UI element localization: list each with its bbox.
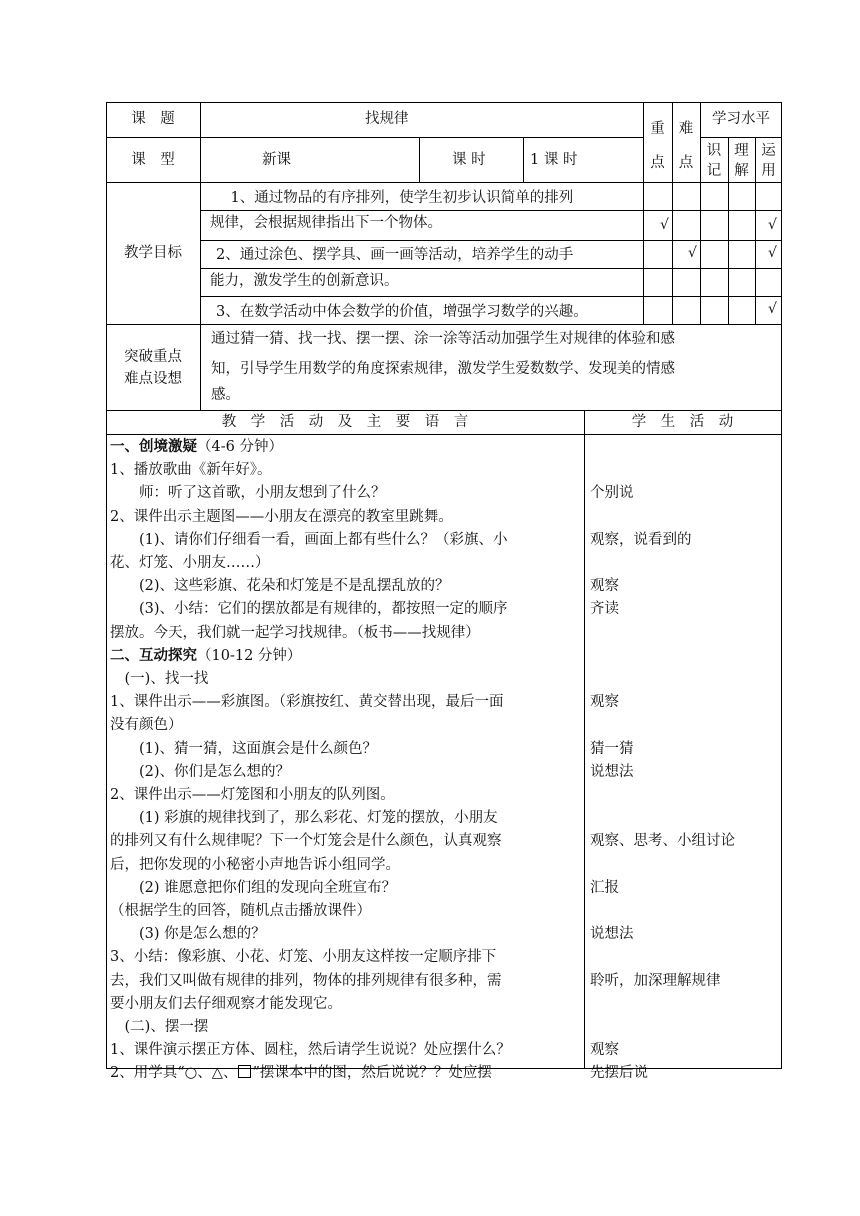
focus-text-block [201,324,781,410]
focus-line-2: 知，引导学生用数学的角度探索规律，激发学生爱数数学、发现美的情感 [211,361,675,377]
row-divider [200,296,782,297]
student-activity: 个别说 [590,485,634,502]
period-value: 1 课 时 [530,152,578,168]
check-mark: √ [768,245,777,261]
col-divider [419,137,420,182]
activity-line [110,1016,208,1038]
activity-line [110,946,496,968]
activity-line [110,691,503,713]
level-understand-bottom: 解 [734,163,749,179]
activity-text: 2、用学具“○、△、 [110,1065,238,1082]
activity-text: 1、课件出示——彩旗图。（彩旗按红、黄交替出现，最后一面 [110,694,504,711]
key-point-bottom: 点 [650,155,665,171]
activity-text: 3、小结：像彩旗、小花、灯笼、小朋友这样按一定顺序排下 [110,949,497,966]
activity-line [110,506,453,528]
activity-line [110,668,208,690]
objective-1-line1: 1、通过物品的有序排列，使学生初步认识简单的排列 [216,190,574,206]
type-label: 课 型 [131,152,175,168]
table-top-border [106,102,782,103]
activity-text: ”摆课本中的图，然后说说？？处应摆 [252,1065,492,1082]
row-divider [200,268,782,269]
level-know-bottom: 记 [706,163,722,179]
student-activity: 猜一猜 [590,740,634,757]
col-divider [523,137,524,182]
section-title: 二、互动探究 [110,646,197,664]
learning-level-header: 学习水平 [712,111,770,127]
activity-line [110,900,371,922]
activity-line [110,854,400,876]
student-activity: 说想法 [590,763,634,780]
activity-line [110,598,508,620]
teaching-activities-header: 教 学 活 动 及 主 要 语 言 [221,414,469,430]
student-activity: 聆听，加深理解规律 [590,972,721,989]
activity-text: 2、课件出示主题图——小朋友在漂亮的教室里跳舞。 [110,508,453,525]
activity-line [110,459,271,481]
period-label: 课 时 [452,152,486,168]
activity-text: (1)、请你们仔细看一看，画面上都有些什么？（彩旗、小 [110,531,508,548]
activity-text: 后，把你发现的小秘密小声地告诉小组同学。 [110,856,400,873]
student-activity: 说想法 [590,926,634,943]
check-mark: √ [768,217,777,233]
focus-label-line1: 突破重点 [124,349,182,365]
activity-text: (2)、这些彩旗、花朵和灯笼是不是乱摆乱放的？ [110,578,450,595]
activity-text: 要小朋友们去仔细观察才能发现它。 [110,995,342,1012]
activity-line [110,923,266,945]
activity-text: 没有颜色） [110,717,183,734]
activity-line [110,482,386,504]
activity-text: 2、课件出示——灯笼图和小朋友的队列图。 [110,787,395,803]
level-apply-top: 运 [761,143,776,159]
section-title: 一、创境激疑 [110,438,197,455]
activity-text: (一)、找一找 [110,671,209,687]
activity-line [110,761,290,783]
objectives-label: 教学目标 [124,245,182,261]
activity-line [110,1039,511,1061]
row-divider [106,182,782,183]
activity-text: 1、播放歌曲《新年好》。 [110,462,272,479]
student-activity: 汇报 [590,879,619,896]
student-activity: 观察 [590,694,619,711]
student-activity: 观察、思考、小组讨论 [590,833,735,850]
square-shape-icon [238,1065,251,1078]
activity-line [110,784,395,806]
activity-line [110,877,396,899]
activity-line [110,830,502,852]
check-mark: √ [688,245,697,261]
activity-line [110,575,450,597]
activity-line [110,552,270,574]
activity-text: (1) 彩旗的规律找到了，那么彩花、灯笼的摆放，小朋友 [110,810,498,827]
activity-line [110,622,480,644]
difficulty-bottom: 点 [678,155,694,171]
activity-text: （根据学生的回答，随机点击播放课件） [110,903,371,919]
activity-text: (3) 你是怎么想的？ [110,926,266,943]
table-right-border [781,102,782,1068]
section-heading [110,645,301,667]
activity-text: 1、课件演示摆正方体、圆柱，然后请学生说说？处应摆什么？ [110,1042,511,1059]
activity-line [110,993,342,1015]
activity-text: 去，我们又叫做有规律的排列，物体的排列规律有很多种，需 [110,972,502,989]
activity-line [110,1062,492,1084]
difficulty-top: 难 [678,121,694,137]
row-divider [106,137,643,138]
row-divider [700,137,782,138]
activity-text: 的排列又有什么规律呢？下一个灯笼会是什么颜色，认真观察 [110,833,502,850]
activity-text: 花、灯笼、小朋友……） [110,555,270,571]
activity-text: (3)、小结：它们的摆放都是有规律的，都按照一定的顺序 [110,601,508,618]
row-divider [200,210,782,211]
student-activity: 观察 [590,1042,619,1059]
objective-3-line1: 3、在数学活动中体会数学的价值，增强学习数学的兴趣。 [216,304,588,320]
topic-label: 课 题 [131,111,175,127]
student-activities-header: 学 生 活 动 [631,414,734,430]
check-mark: √ [768,301,777,317]
activity-line [110,970,502,992]
objective-2-line1: 2、通过涂色、摆学具、画一画等活动，培养学生的动手 [216,247,574,263]
topic-value: 找规律 [365,111,409,127]
col-divider [584,410,585,1068]
section-heading [110,436,283,458]
activity-text: (2) 谁愿意把你们组的发现向全班宣布？ [110,879,397,896]
activity-line [110,738,377,760]
student-activity: 齐读 [590,601,619,618]
row-divider [200,240,782,241]
section-duration: （10-12 分钟） [197,647,302,664]
activity-text: (2)、你们是怎么想的？ [110,763,291,780]
level-apply-bottom: 用 [761,163,776,179]
type-value: 新课 [262,152,291,168]
activity-text: (二)、摆一摆 [110,1019,209,1035]
focus-label-line2: 难点设想 [124,371,182,387]
activity-line [110,807,498,829]
objective-1-line2: 规律，会根据规律指出下一个物体。 [210,215,442,231]
level-know-top: 识 [706,143,722,159]
activity-line [110,529,508,551]
key-point-top: 重 [650,121,665,137]
activity-text: (1)、猜一猜，这面旗会是什么颜色？ [110,740,378,757]
row-divider [106,434,782,435]
check-mark: √ [660,217,669,233]
focus-line-1: 通过猜一猜、找一找、摆一摆、涂一涂等活动加强学生对规律的体验和感 [211,331,675,347]
student-activity: 先摆后说 [590,1065,648,1082]
section-duration: （4-6 分钟） [197,439,283,455]
activity-line [110,714,183,736]
objective-2-line2: 能力，激发学生的创新意识。 [210,273,399,289]
student-activity: 观察，说看到的 [590,531,692,548]
activity-text: 师：听了这首歌，小朋友想到了什么？ [110,485,386,502]
activity-text: 摆放。今天，我们就一起学习找规律。（板书——找规律） [110,624,480,641]
level-understand-top: 理 [734,143,749,159]
focus-line-3: 感。 [211,387,240,403]
col-divider [700,102,701,324]
student-activity: 观察 [590,578,619,595]
